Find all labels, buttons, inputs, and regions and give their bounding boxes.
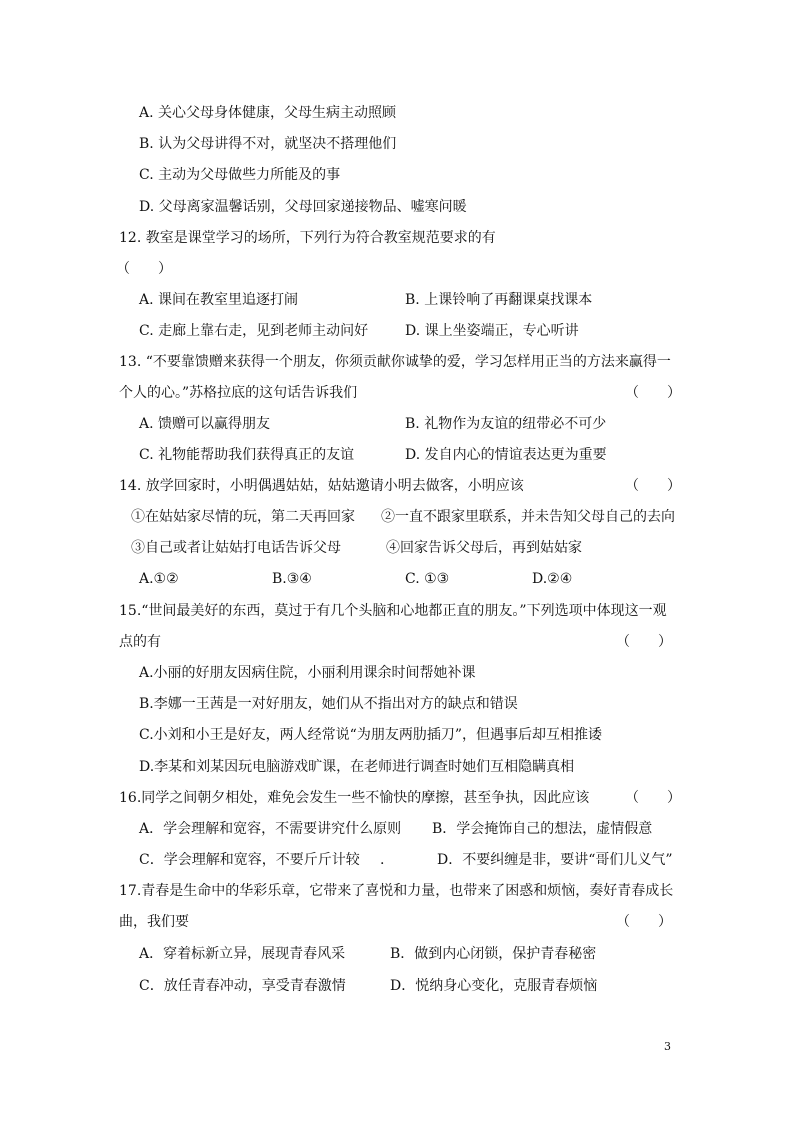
- q13-answer-paren: （ ）: [625, 385, 681, 401]
- q11-option-d: D. 父母离家温馨话别，父母回家递接物品、嘘寒问暖: [139, 199, 467, 215]
- q12-option-c: C. 走廊上靠右走，见到老师主动问好: [139, 323, 369, 339]
- q17-option-d: D．悦纳身心变化，克服青春烦恼: [390, 978, 598, 994]
- page-number: 3: [664, 1040, 671, 1053]
- q14-option-a: A.①②: [139, 571, 179, 587]
- q17-stem-line1: 17.青春是生命中的华彩乐章，它带来了喜悦和力量，也带来了困惑和烦恼，奏好青春成长: [119, 883, 674, 899]
- q17-stem-line2: 曲，我们要: [119, 914, 189, 930]
- q12-answer-paren: （ ）: [116, 261, 172, 277]
- q17-option-c: C．放任青春冲动，享受青春激情: [139, 978, 346, 994]
- q11-option-b: B. 认为父母讲得不对，就坚决不搭理他们: [139, 136, 397, 152]
- q12-option-b: B. 上课铃响了再翻课桌找课本: [405, 292, 593, 308]
- q14-answer-paren: （ ）: [625, 478, 681, 494]
- q15-stem-line2: 点的有: [119, 634, 161, 650]
- q14-option-b: B.③④: [272, 571, 312, 587]
- q16-stem: 16.同学之间朝夕相处，难免会发生一些不愉快的摩擦，甚至争执，因此应该: [119, 790, 590, 806]
- q14-statement-2: ②一直不跟家里联系，并未告知父母自己的去向: [381, 509, 675, 525]
- q15-option-c: C.小刘和小王是好友，两人经常说“为朋友两肋插刀”，但遇事后却互相推诿: [139, 727, 602, 743]
- q13-stem-line1: 13. “不要靠馈赠来获得一个朋友，你须贡献你诚挚的爱，学习怎样用正当的方法来赢得一: [119, 354, 671, 370]
- q15-option-b: B.李娜一王茜是一对好朋友，她们从不指出对方的缺点和错误: [139, 696, 518, 712]
- q16-stray-dot: .: [380, 852, 385, 868]
- q12-option-d: D. 课上坐姿端正，专心听讲: [405, 323, 579, 339]
- q13-option-c: C. 礼物能帮助我们获得真正的友谊: [139, 447, 355, 463]
- q11-option-a: A. 关心父母身体健康，父母生病主动照顾: [139, 105, 397, 121]
- q13-stem-line2: 个人的心。”苏格拉底的这句话告诉我们: [119, 385, 358, 401]
- q13-option-b: B. 礼物作为友谊的纽带必不可少: [405, 416, 607, 432]
- q12-option-a: A. 课间在教室里追逐打闹: [139, 292, 299, 308]
- q16-option-d: D．不要纠缠是非，要讲“哥们儿义气”: [437, 852, 673, 868]
- q14-option-d: D.②④: [532, 571, 573, 587]
- q17-answer-paren: （ ）: [616, 914, 672, 930]
- q17-option-a: A．穿着标新立异，展现青春风采: [139, 946, 346, 962]
- q16-option-a: A．学会理解和宽容，不需要讲究什么原则: [139, 821, 402, 837]
- q14-option-c: C. ①③: [405, 571, 450, 587]
- q14-statement-1: ①在姑姑家尽情的玩，第二天再回家: [131, 509, 355, 525]
- q13-option-a: A. 馈赠可以赢得朋友: [139, 416, 271, 432]
- q16-option-b: B．学会掩饰自己的想法，虚情假意: [432, 821, 653, 837]
- q16-answer-paren: （ ）: [625, 790, 681, 806]
- q17-option-b: B．做到内心闭锁，保护青春秘密: [390, 946, 597, 962]
- q16-option-c: C．学会理解和宽容，不要斤斤计较: [139, 852, 360, 868]
- q15-option-a: A.小丽的好朋友因病住院，小丽利用课余时间帮她补课: [139, 665, 476, 681]
- q12-stem: 12. 教室是课堂学习的场所，下列行为符合教室规范要求的有: [119, 230, 496, 246]
- q14-statement-3: ③自己或者让姑姑打电话告诉父母: [131, 540, 341, 556]
- q15-stem-line1: 15.“世间最美好的东西，莫过于有几个头脑和心地都正直的朋友。”下列选项中体现这一观: [119, 603, 667, 619]
- q14-statement-4: ④回家告诉父母后，再到姑姑家: [386, 540, 582, 556]
- q15-option-d: D.李某和刘某因玩电脑游戏旷课，在老师进行调查时她们互相隐瞒真相: [139, 759, 575, 775]
- q14-stem: 14. 放学回家时，小明偶遇姑姑，姑姑邀请小明去做客，小明应该: [119, 478, 524, 494]
- q11-option-c: C. 主动为父母做些力所能及的事: [139, 167, 341, 183]
- q13-option-d: D. 发自内心的情谊表达更为重要: [405, 447, 607, 463]
- q15-answer-paren: （ ）: [616, 634, 672, 650]
